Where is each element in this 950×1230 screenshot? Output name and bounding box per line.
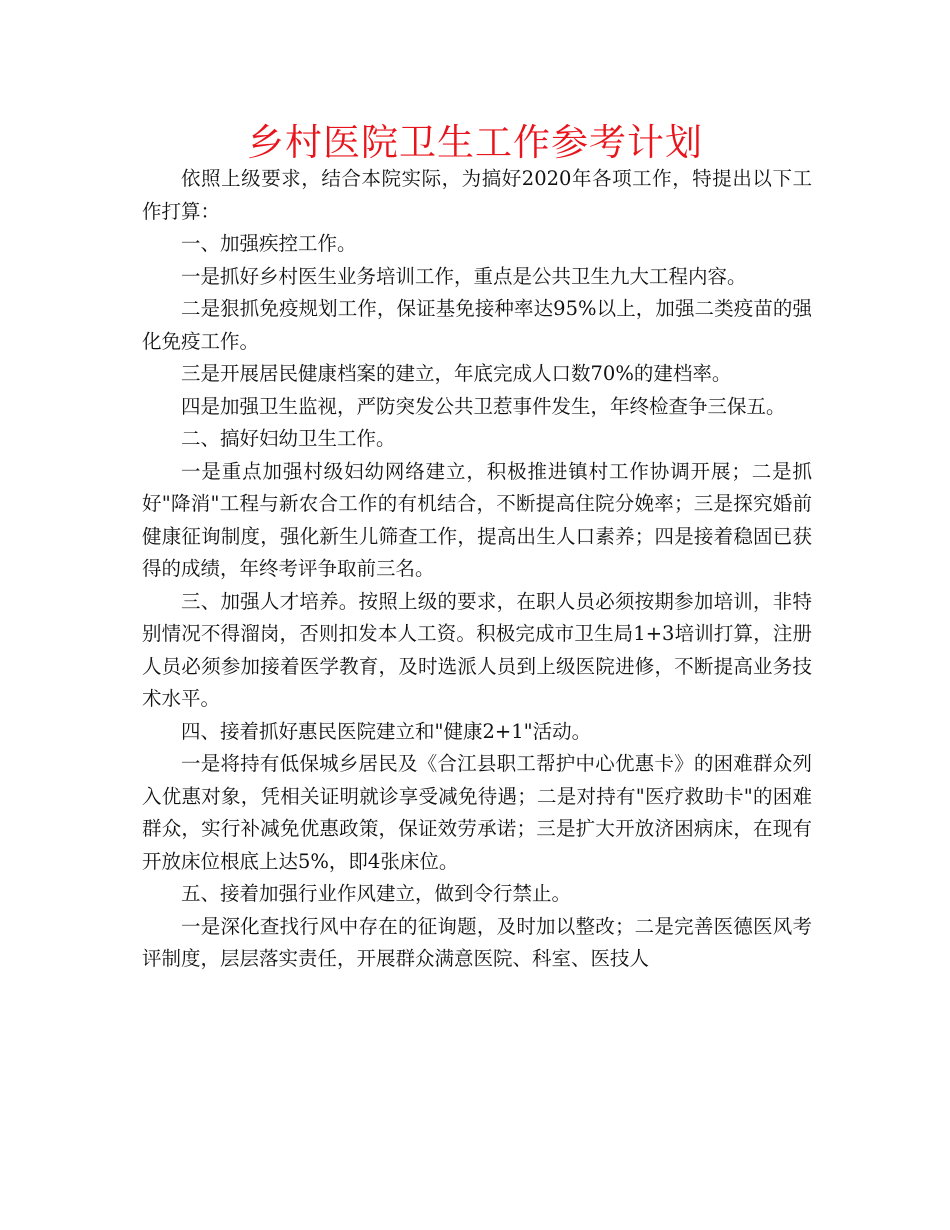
paragraph-item: 三是开展居民健康档案的建立，年底完成人口数70%的建档率。 bbox=[181, 362, 732, 385]
heading-disease-control: 一、加强疾控工作。 bbox=[181, 232, 357, 255]
document-body bbox=[142, 163, 812, 976]
paragraph-item: 四是加强卫生监视，严防突发公共卫惹事件发生，年终检查争三保五。 bbox=[181, 394, 786, 418]
paragraph-item: 一是重点加强村级妇幼网络建立，积极推进镇村工作协调开展；二是抓好"降消"工程与新农合工作的有机结合，不断提高住院分娩率；三是探究婚前健康征询制度，强化新生儿筛查工作，提高出生人口素养；四是接着稳固已获得的成绩，年终考评争取前三名。 bbox=[142, 459, 812, 580]
paragraph-item: 二是狠抓免疫规划工作，保证基免接种率达95%以上，加强二类疫苗的强化免疫工作。 bbox=[142, 297, 812, 353]
heading-industry-conduct: 五、接着加强行业作风建立，做到令行禁止。 bbox=[181, 882, 572, 905]
heading-hospital-construction: 四、接着抓好惠民医院建立和"健康2+1"活动。 bbox=[181, 719, 592, 743]
paragraph-item: 一是将持有低保城乡居民及《合江县职工帮护中心优惠卡》的困难群众列入优惠对象，凭相关证明就诊享受减免待遇；二是对持有"医疗救助卡"的困难群众，实行补减免优惠政策，保证效劳承诺；三是扩大开放济困病床，在现有开放床位根底上达5%，即4张床位。 bbox=[142, 752, 812, 873]
paragraph-item: 一是深化查找行风中存在的征询题，及时加以整改；二是完善医德医风考评制度，层层落实责任，开展群众满意医院、科室、医技人 bbox=[142, 914, 812, 970]
heading-maternal-child-health: 二、搞好妇幼卫生工作。 bbox=[181, 427, 396, 450]
paragraph-intro: 依照上级要求，结合本院实际，为搞好2020年各项工作，特提出以下工作打算： bbox=[142, 167, 812, 223]
heading-talent-training: 三、加强人才培养。按照上级的要求，在职人员必须按期参加培训，非特别情况不得溜岗，否则扣发本人工资。积极完成市卫生局1+3培训打算，注册人员必须参加接着医学教育，及时选派人员到上级医院进修，不断提高业务技术水平。 bbox=[142, 589, 812, 710]
paragraph-item: 一是抓好乡村医生业务培训工作，重点是公共卫生九大工程内容。 bbox=[181, 264, 747, 288]
document-title: 乡村医院卫生工作参考计划 bbox=[247, 121, 703, 164]
